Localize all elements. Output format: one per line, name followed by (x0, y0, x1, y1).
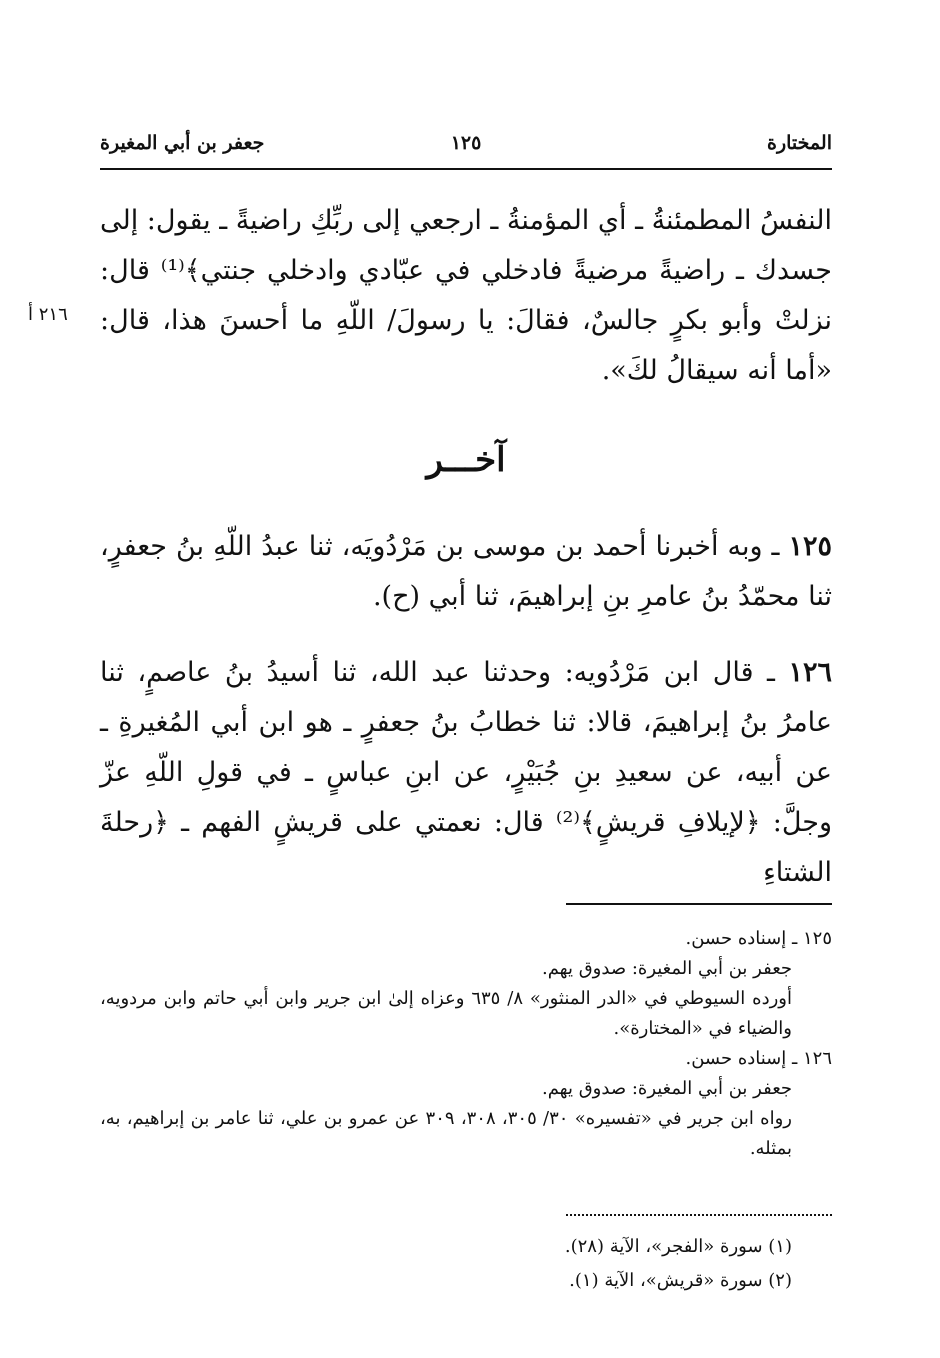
header-rule (100, 168, 832, 170)
section-heading: آخـــر (426, 440, 506, 480)
book-title: المختارة (767, 132, 832, 154)
reference-separator (566, 1214, 832, 1216)
intro-paragraph: النفسُ المطمئنةُ ـ أي المؤمنةُ ـ ارجعي إلى ربِّكِ راضيةً ـ يقول: إلى جسدك ـ راضيةً مرضيةً فادخلي في عبّادي وادخلي جنتي﴾⁽¹⁾ قال: نزلتْ وأبو بكرٍ جالسٌ، فقالَ: يا رسولَ/ اللّهِ ما أحسنَ هذا، قال: «أما أنه سيقالُ لكَ». (99, 205, 832, 386)
footnote-line: ١٢٥ ـ إسناده حسن. (685, 928, 832, 949)
footnote-line: رواه ابن جرير في «تفسيره» ٣٠/ ٣٠٥، ٣٠٨، ٣٠٩ عن عمرو بن علي، ثنا عامر بن إبراهيم، به، بمثله. (100, 1108, 793, 1159)
page-number: ١٢٥ (450, 132, 482, 154)
footnote-line: جعفر بن أبي المغيرة: صدوق يهم. (541, 1078, 792, 1099)
footnote-line: ١٢٦ ـ إسناده حسن. (685, 1048, 832, 1069)
footnotes-block (100, 924, 832, 1164)
footnote-separator (566, 903, 832, 905)
hadith-126-text: ـ قال ابن مَرْدُويه: وحدثنا عبد الله، ثنا أسيدُ بنُ عاصمٍ، ثنا عامرُ بنُ إبراهيمَ، قالا: ثنا خطابُ بنُ جعفرٍ ـ هو ابن أبي المُغيرةِ ـ عن أبيه، عن سعيدِ بنِ جُبَيْرٍ، عن ابنِ عباسٍ ـ في قولِ اللّهِ عزّ وجلَّ: ﴿لإيلافِ قريشٍ﴾⁽²⁾ قال: نعمتي على قريشٍ الفهم ـ ﴿رحلةَ الشتاءِ (100, 657, 833, 888)
quran-reference-1: (١) سورة «الفجر»، الآية (٢٨). (564, 1236, 792, 1257)
chapter-title: جعفر بن أبي المغيرة (100, 132, 265, 154)
manuscript-folio-note: ٢١٦ أ (28, 304, 68, 325)
quran-references (100, 1230, 832, 1298)
hadith-125-paragraph (100, 522, 832, 622)
hadith-125-text: ـ وبه أخبرنا أحمد بن موسى بن مَرْدُويَه، ثنا عبدُ اللّهِ بنُ جعفرٍ، ثنا محمّدُ بنُ عامرِ بنِ إبراهيمَ، ثنا أبي (ح). (100, 531, 832, 612)
hadith-126-paragraph (100, 648, 832, 898)
footnote-line: أورده السيوطي في «الدر المنثور» ٨/ ٦٣٥ وعزاه إلىٰ ابن جرير وابن أبي حاتم وابن مردويه، والضياء في «المختارة». (100, 988, 792, 1039)
footnote-line: جعفر بن أبي المغيرة: صدوق يهم. (541, 958, 792, 979)
quran-reference-2: (٢) سورة «قريش»، الآية (١). (569, 1270, 792, 1291)
hadith-126-number: ١٢٦ (788, 657, 832, 688)
hadith-125-number: ١٢٥ (788, 531, 832, 562)
page-header (100, 128, 832, 162)
